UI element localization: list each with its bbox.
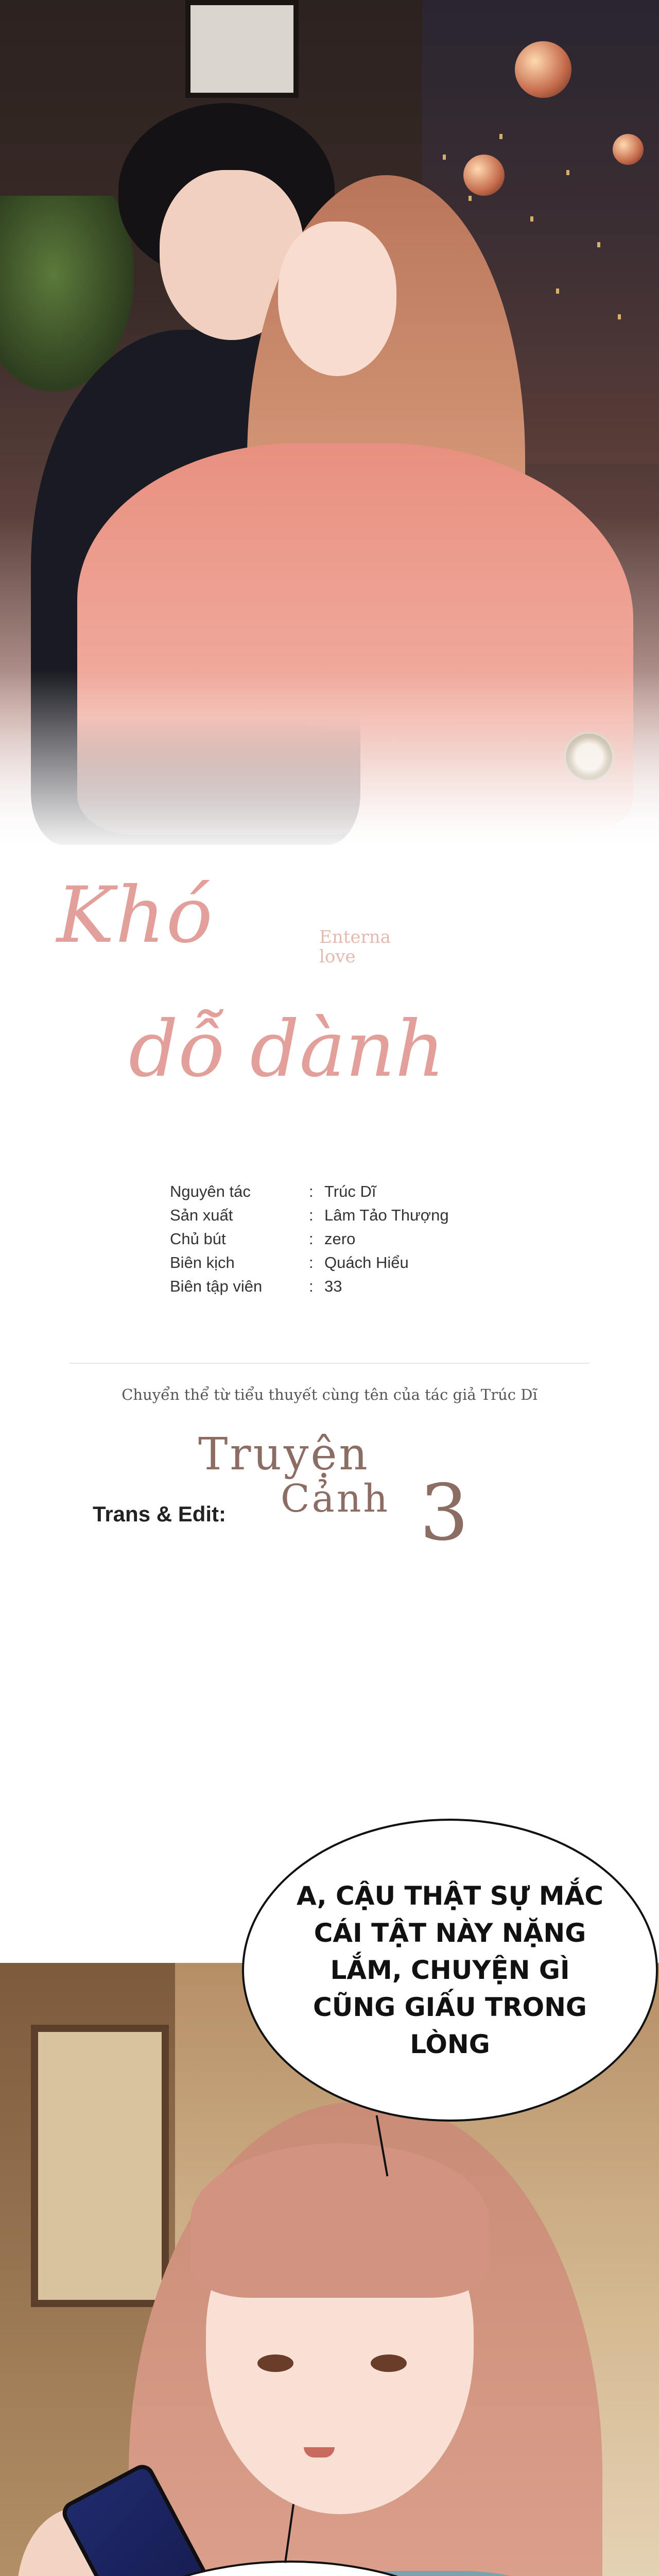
credit-separator: : (309, 1182, 314, 1200)
credit-label: Sản xuất (170, 1206, 233, 1224)
credit-row (170, 1180, 449, 1204)
credits-list (170, 1180, 449, 1298)
girl-eye (371, 2354, 407, 2372)
title-line-2: dỗ dành (129, 1005, 445, 1094)
speech-bubble (242, 1819, 658, 2122)
girl-bangs (190, 2143, 489, 2298)
divider (70, 1363, 589, 1364)
speech-text: A, CẬU THẬT SỰ MẮC CÁI TẬT NÀY NẶNG LẮM, CHUYỆN GÌ CŨNG GIẤU TRONG LÒNG (297, 1881, 603, 2059)
translator-logo (198, 1429, 390, 1521)
credit-value: Lâm Tảo Thượng (324, 1206, 449, 1224)
credit-label: Biên kịch (170, 1253, 235, 1272)
woman-face (278, 222, 396, 376)
trans-edit-label: Trans & Edit: (93, 1502, 227, 1526)
translator-logo-line: Truyện (198, 1429, 370, 1480)
title-line-1: Khó (57, 871, 214, 960)
credit-row (170, 1204, 449, 1227)
girl-eye (257, 2354, 293, 2372)
title-subtitle (319, 927, 391, 967)
hanging-ornament (613, 134, 644, 165)
credit-row (170, 1275, 449, 1298)
translator-logo-line: Cảnh (281, 1477, 390, 1521)
credit-row (170, 1251, 449, 1275)
credit-label: Chủ bút (170, 1230, 226, 1248)
credit-value: 33 (324, 1277, 342, 1295)
credit-value: Trúc Dĩ (324, 1182, 376, 1200)
hanging-ornament (463, 155, 505, 196)
translator-logo-number: 3 (420, 1468, 469, 1558)
hanging-ornament (515, 41, 571, 98)
credit-separator: : (309, 1206, 314, 1224)
cover-illustration (0, 0, 659, 855)
adaptation-note: Chuyển thể từ tiểu thuyết cùng tên của tác giả Trúc Dĩ (122, 1386, 537, 1403)
title-subtitle-word: Enterna (319, 927, 391, 947)
credit-value: Quách Hiểu (324, 1253, 409, 1272)
credit-label: Nguyên tác (170, 1182, 251, 1200)
credit-row (170, 1227, 449, 1251)
credit-label: Biên tập viên (170, 1277, 263, 1295)
credit-separator: : (309, 1253, 314, 1272)
title-subtitle-word: love (319, 946, 356, 967)
credit-value: zero (324, 1230, 356, 1248)
panel-window (31, 2025, 169, 2307)
credit-separator: : (309, 1230, 314, 1248)
picture-frame (185, 0, 299, 98)
credit-separator: : (309, 1277, 314, 1295)
cover-fade (0, 670, 659, 855)
